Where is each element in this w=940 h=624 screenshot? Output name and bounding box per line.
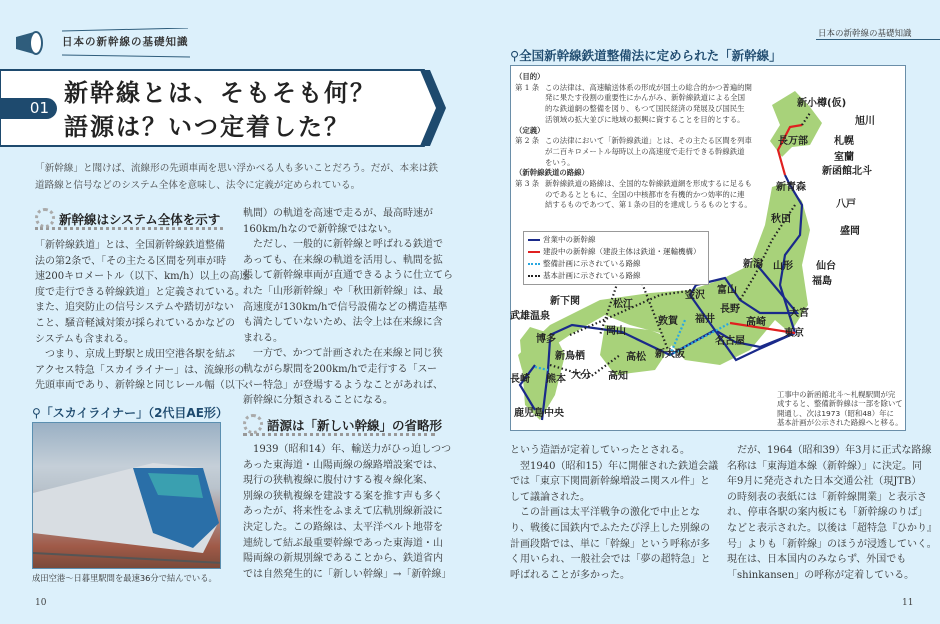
section-kicker: 日本の新幹線の基礎知識 [62,36,189,48]
station-label: 鹿児島中央 [514,408,564,419]
text-line: では自然発生的に「新しい幹線」→「新幹線」 [243,568,452,580]
text-line: この計画は太平洋戦争の激化で中止とな [510,507,700,519]
law-article: 第 3 条 [515,179,540,189]
station-label: 新下関 [550,296,580,307]
map-legend [523,231,709,285]
text-line: 基本計画が公示された路線へと移る。 [777,418,903,428]
text-line: パー特急」が登場するようなことがあれば、 [243,379,443,391]
station-label: 名古屋 [715,336,745,347]
text-line: 「shinkansen」の呼称が定着している。 [727,569,915,581]
text-line: あったが、将来性をふまえて広軌別線新設に [243,506,443,518]
page-title: 新幹線とは、そもそも何？ 語源は？いつ定着した？ [64,79,376,141]
station-label: 大分 [571,370,591,381]
station-label: 博多 [536,334,556,345]
station-label: 長崎 [510,374,530,385]
text-line: 高速度が130km/hで信号設備などの構造基準 [243,301,448,313]
text-line: また、追突防止の信号システムや踏切がない [35,302,234,314]
legend-operating: 営業中の新幹線 [528,234,704,246]
station-label: 長野 [720,304,740,315]
text-line: 開通し、次は1973（昭和48）年に [777,408,894,418]
law-line: 第 3 条 新幹線鉄道の路線は、全国的な幹線鉄道網を形成するに足るも [515,179,752,189]
text-line: アクセス特急「スカイライナー」は、流線形の [35,364,245,376]
text-line: の時刻表の表紙には「新幹線開業」と表示さ [727,491,927,503]
text-line: 決定した。この路線は、太平洋ベルト地帯を [243,521,443,533]
text-line: 工事中の新函館北斗～札幌駅間が完 [777,390,896,399]
lead-text: 「新幹線」と聞けば、流線形の先頭車両を思い浮かべる人も多いことだろう。だが、本来は鉄 道路線と信号などのシステム全体を意味し、法令に定義が定められている。 [35,163,438,191]
station-label: 新潟 [743,259,763,270]
page-number-right: 11 [902,598,914,608]
station-label: 高知 [608,371,628,382]
station-label: 新函館北斗 [822,166,872,177]
law-line: が二百キロメートル毎時以上の高速度で走行できる幹線鉄道 [545,146,745,156]
text-line: り、戦後に国鉄内でふたたび浮上した別線の [510,522,710,534]
station-label: 熊本 [546,374,566,385]
column2-body [243,206,453,409]
column4-body [727,443,937,583]
station-label: 秋田 [771,214,791,225]
text-line: 張して新幹線車両が直通できるように仕立てら [243,270,453,282]
station-label: 盛岡 [840,226,860,237]
text-line: 法の第2条で、「その主たる区間を列車が時 [35,255,227,267]
law-line: 第 2 条 この法律において「新幹線鉄道」とは、その主たる区間を列車 [515,136,752,146]
legend-basic: 基本計画に示されている路線 [528,270,704,282]
text-line: あった東海道・山陽両線の線路増設案では、 [243,459,443,471]
station-label: 山形 [773,261,793,272]
running-header: 日本の新幹線の基礎知識 [818,29,912,39]
text-line: れ、停車各駅の案内板にも「新幹線のりば」 [727,507,928,519]
station-label: 岡山 [606,326,626,337]
search-icon: ⚲ [32,406,41,420]
text-line: つまり、京成上野駅と成田空港各駅を結ぶ [35,349,235,361]
station-label: 高松 [626,352,646,363]
law-heading: （定義） [515,125,545,135]
law-line: 的な鉄道網の整備を図り、もつて国民経済の発展及び国民生 [545,104,745,114]
station-label: 松江 [613,299,633,310]
section-heading-etymology: 語源は「新しい幹線」の省略形 [243,416,435,436]
station-label: 長万部 [778,136,808,147]
text-line: 別線の狭軌複線を建設する案を推す声も多く [243,490,443,502]
text-line: あっても、在来線の軌道を活用し、軌間を拡 [243,254,443,266]
law-line: 第 1 条 この法律は、高速輸送体系の形成が国土の総合的かつ普遍的開 [515,82,752,92]
text-line: という造語が定着していったとされる。 [510,445,690,456]
station-label: 新青森 [776,182,806,193]
photo-heading: ⚲「スカイライナー」（2代目AE形） [32,406,228,420]
text-line: 軌間）の軌道を高速で走るが、最高時速が [243,208,433,219]
law-heading: （新幹線鉄道の路線） [515,168,589,178]
text-line: 速200キロメートル（以下、km/h）以上の高速 [35,271,250,283]
station-label: 旭川 [855,116,875,127]
law-article: 第 1 条 [515,82,540,92]
text-line: 年9月に発売された日本交通公社（現JTB） [727,476,922,488]
station-label: 高崎 [746,317,766,328]
text-line: 「新幹線鉄道」とは、全国新幹線鉄道整備 [35,240,225,251]
search-icon: ⚲ [510,48,520,63]
station-label: 大宮 [789,308,809,319]
law-excerpt [515,72,752,211]
map-title: ⚲全国新幹線鉄道整備法に定められた「新幹線」 [510,48,782,63]
text-line: こと、騒音軽減対策が採られているかなどの [35,317,235,329]
skyliner-photo [32,422,221,569]
text-line: では「東京下関間新幹線増設ニ関スル件」と [510,476,710,488]
map-note [777,390,903,428]
station-label: 新大阪 [655,349,685,360]
text-line: して議論された。 [510,491,590,503]
gear-icon [35,208,55,228]
text-line: まれる。 [243,332,283,344]
law-line: をいう。 [545,157,575,167]
station-label: 新小樽(仮) [797,98,847,109]
legend-construction: 建設中の新幹線（建設主体は鉄道・運輸機構） [528,246,704,258]
station-label: 八戸 [836,199,856,210]
chapter-number: 01 [0,98,57,119]
law-line: 結するものであつて、第１条の目的を達成しうるものとする。 [545,200,752,210]
station-label: 福島 [812,276,832,287]
law-heading: （目的） [515,72,545,81]
station-label: 室蘭 [834,152,854,163]
law-line: 発に果たす役割の重要性にかんがみ、新幹線鉄道による全国 [545,93,745,103]
section1-body [35,238,255,394]
station-label: 札幌 [834,136,854,147]
text-line: 1939（昭和14）年、輸送力がひっ迫しつつ [243,444,452,455]
text-line: システムも含まれる。 [35,333,134,345]
header-rule [816,39,940,40]
station-label: 金沢 [685,290,705,301]
law-line: 活領域の拡大並びに地域の振興に資することを目的とする。 [545,114,745,124]
text-line: く用いられ、一般社会では「夢の超特急」と [510,554,711,566]
station-label: 武雄温泉 [510,311,550,322]
text-line: 新幹線に分類されることになる。 [243,395,393,407]
legend-planned: 整備計画に示されている路線 [528,258,704,270]
station-label: 東京 [784,328,804,339]
section2-body [243,442,451,582]
text-line: 呼ばれることが多かった。 [510,569,630,581]
text-line: 軌ながら駅間を200km/hで走行する「スー [243,363,437,375]
text-line: ただし、一般的に新幹線と呼ばれる鉄道で [243,239,443,251]
text-line: れた「山形新幹線」や「秋田新幹線」は、最 [243,285,443,297]
text-line: 現在は、日本国内のみならず、外国でも [727,554,907,566]
text-line: 翌1940（昭和15）年に開催された鉄道会議 [510,460,719,472]
text-line: 成すると、整備新幹線は一部を除いて [777,399,903,409]
text-line: 一方で、かつて計画された在来線と同じ狭 [243,348,443,360]
column3-body [510,443,718,583]
law-article: 第 2 条 [515,136,540,146]
text-line: 160km/hなので新幹線ではない。 [243,223,398,235]
text-line: 先頭車両であり、新幹線と同じレール幅（以下、 [35,380,255,392]
text-line: 度で走行できる幹線鉄道」と定義されている。 [35,286,245,298]
text-line: だが、1964（昭和39）年3月に正式な路線 [727,445,932,456]
photo-caption: 成田空港～日暮里駅間を最速36分で結んでいる。 [32,573,217,583]
text-line: も満たしていないため、法令上は在来線に含 [243,317,443,329]
section-heading-system: 新幹線はシステム全体を示す [35,210,223,230]
station-label: 新鳥栖 [555,351,585,362]
law-line: のであるとともに、全国の中核都市を有機的かつ効率的に連 [545,189,745,199]
text-line: 名称は「東海道本線（新幹線）」に決定。同 [727,460,922,472]
page-number-left: 10 [35,598,47,608]
station-label: 福井 [695,314,715,325]
gear-icon [243,414,263,434]
station-label: 仙台 [816,261,836,272]
text-line: 連続して結ぶ最重要幹線であった東海道・山 [243,537,443,549]
station-label: 敦賀 [658,316,678,327]
station-label: 富山 [717,285,737,296]
text-line: 陽両線の新規別線であることから、鉄道省内 [243,553,443,565]
text-line: 現行の狭軌複線に腹付けする複々線化案、 [243,475,433,487]
text-line: などと表示された。以後は「超特急『ひかり』 [727,522,937,534]
text-line: 号」よりも「新幹線」のほうが浸透していく。 [727,538,937,550]
text-line: 計画段階では、単に「幹線」という呼称が多 [510,538,710,550]
